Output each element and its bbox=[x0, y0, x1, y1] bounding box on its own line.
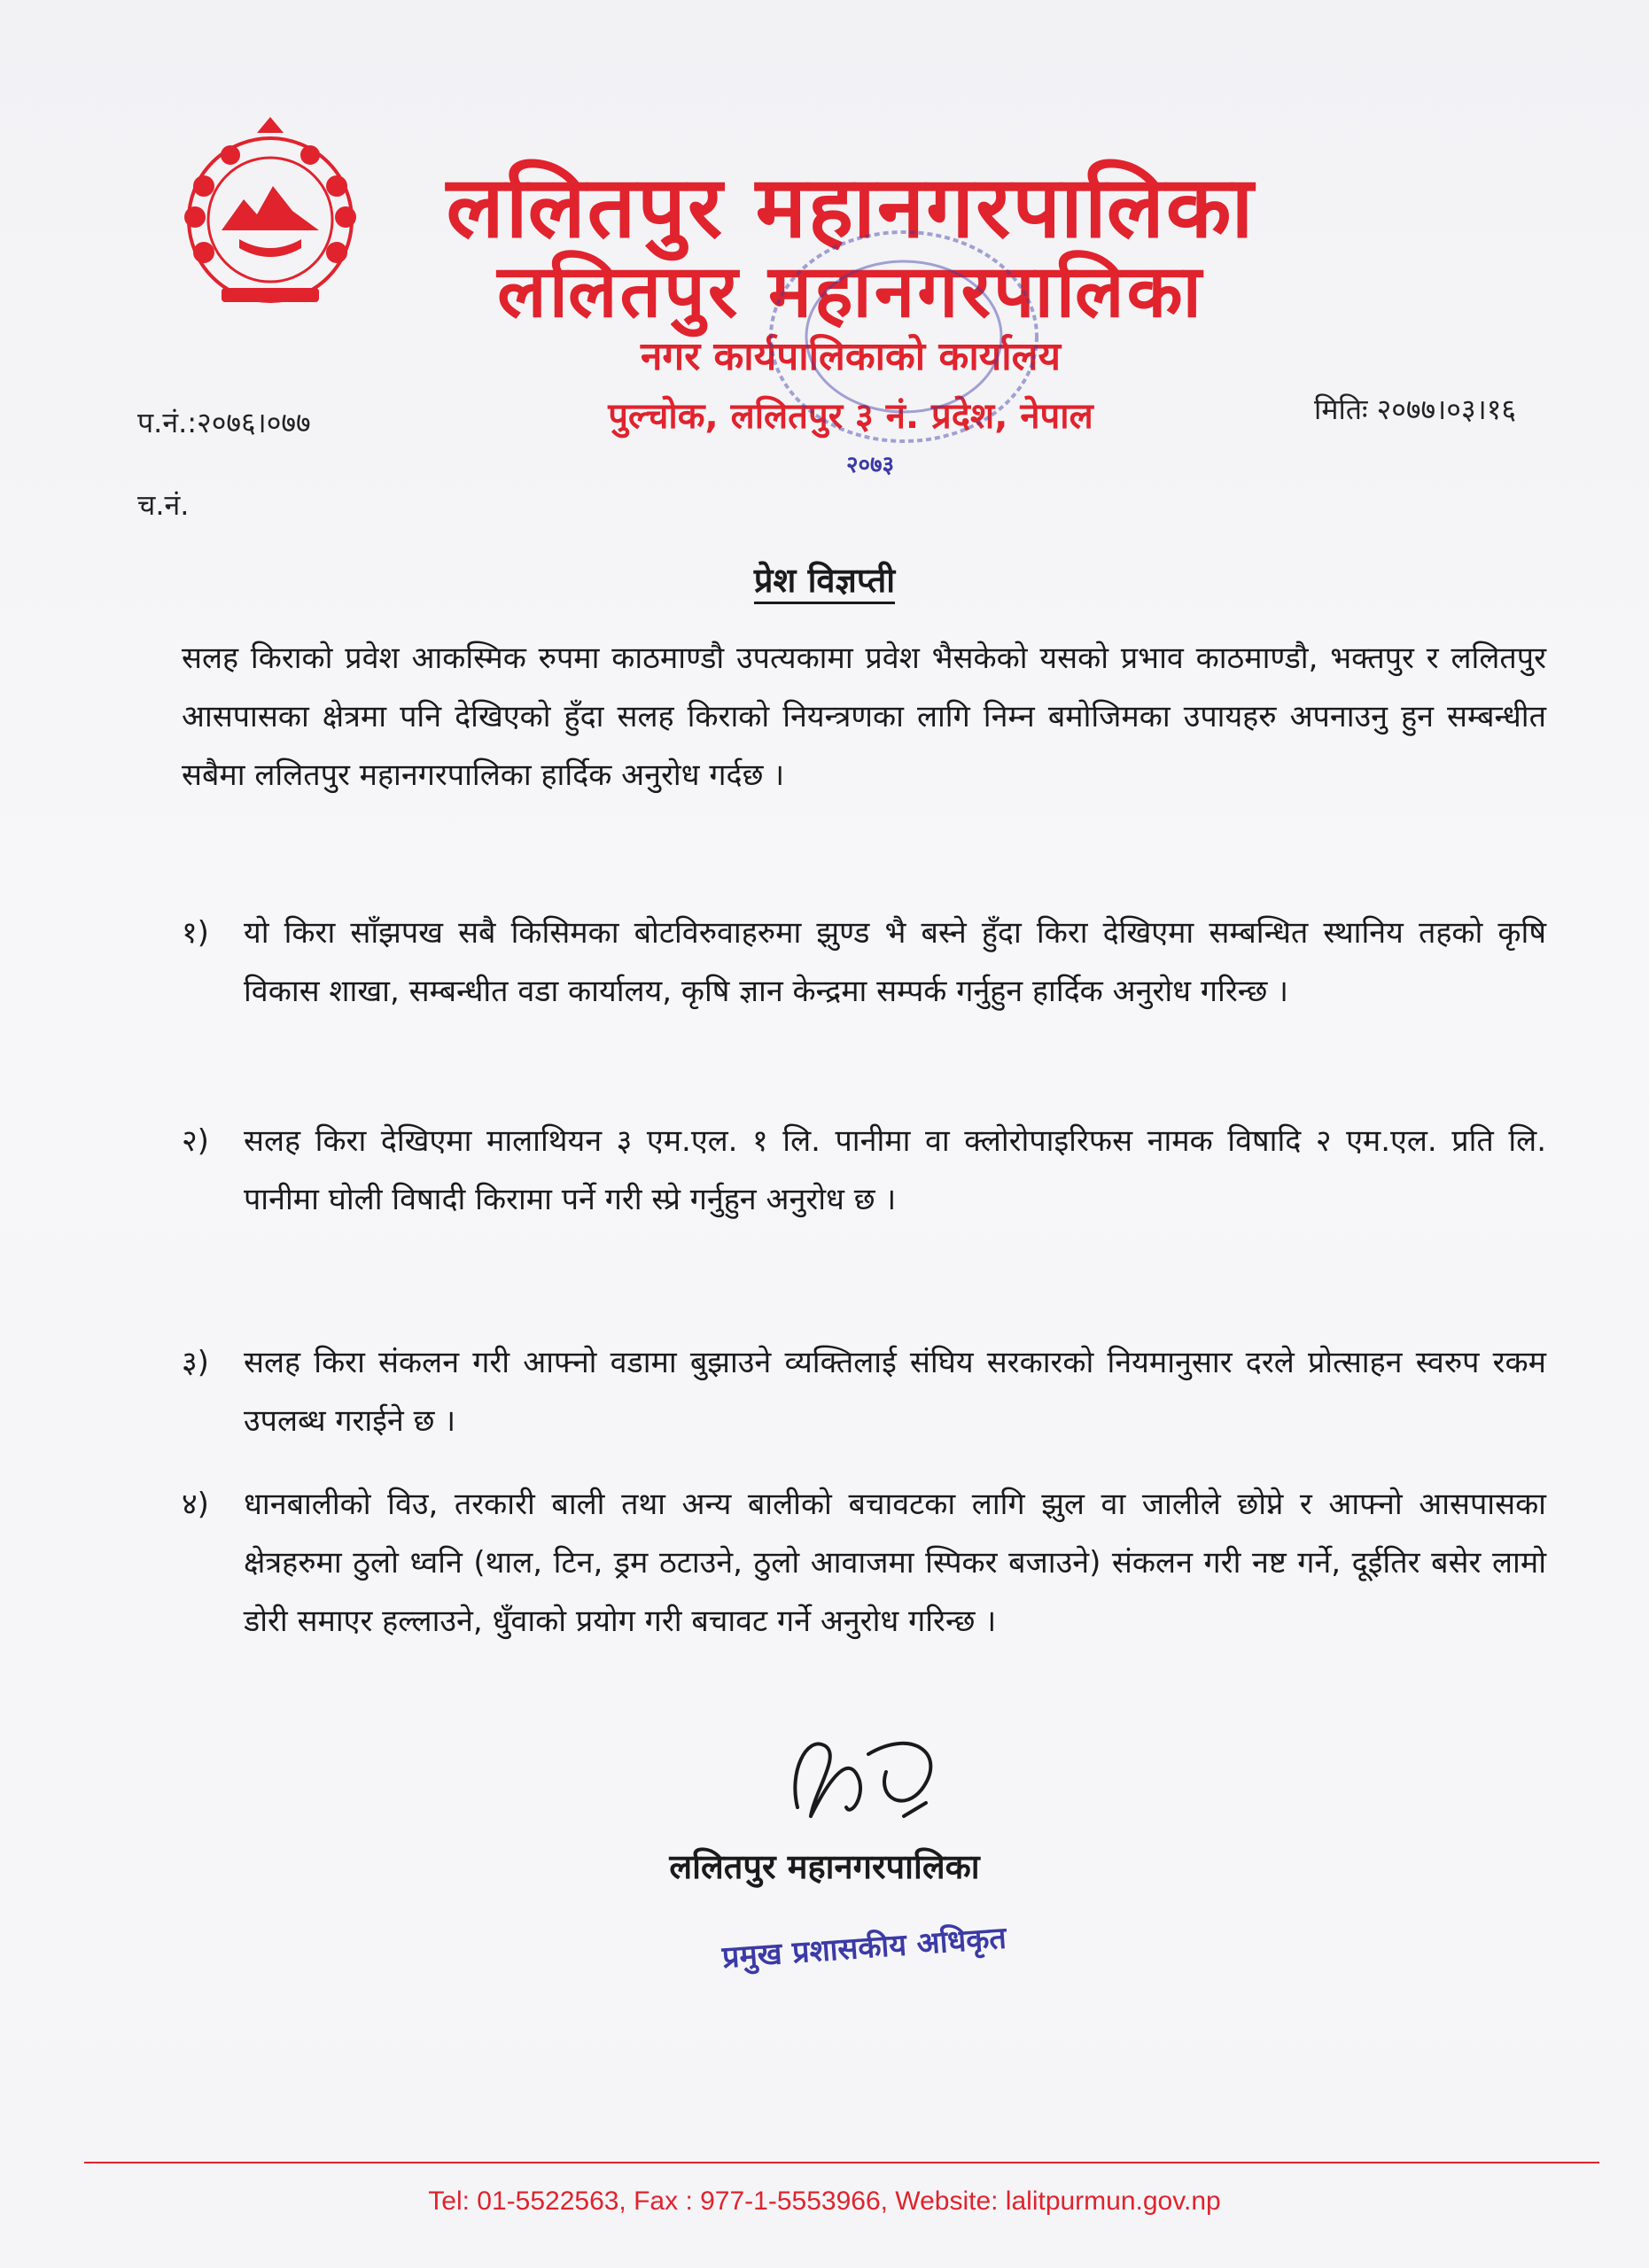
office-stamp bbox=[744, 204, 1063, 470]
list-item bbox=[182, 1112, 1546, 1229]
document-title-text: प्रेश विज्ञप्ती bbox=[754, 561, 895, 604]
list-item-number: ४) bbox=[182, 1487, 209, 1522]
signatory-designation: प्रमुख प्रशासकीय अधिकृत bbox=[720, 1920, 1008, 1976]
intro-paragraph: सलह किराको प्रवेश आकस्मिक रुपमा काठमाण्डौ उपत्यकामा प्रवेश भैसकेको यसको प्रभाव काठमाण्डौ, भक्तपुर र ललितपुर आसपासका क्षेत्रमा पनि देखिएको हुँदा सलह किराको नियन्त्रणका लागि निम्न बमोजिमका उपायहरु अपनाउनु हुन सम्बन्धीत सबैमा ललितपुर महानगरपालिका हार्दिक अनुरोध गर्दछ । bbox=[182, 641, 1546, 793]
document-title bbox=[0, 556, 1649, 602]
letterhead-org-name: ललितपुर महानगरपालिका bbox=[446, 158, 1256, 257]
letter-date: मितिः २०७७।०३।१६ bbox=[1314, 392, 1516, 426]
handwritten-signature bbox=[771, 1719, 966, 1834]
letterhead-org-name-newari: ललितपुर महानगरपालिका bbox=[497, 249, 1204, 334]
reference-number: प.नं.:२०७६।०७७ bbox=[137, 406, 311, 439]
nepal-emblem-logo bbox=[168, 115, 372, 319]
letterhead-address: पुल्चोक, ललितपुर ३ नं. प्रदेश, नेपाल bbox=[608, 396, 1093, 437]
list-item bbox=[182, 904, 1546, 1021]
stamp-year: २०७३ bbox=[846, 452, 895, 478]
list-item-number: ३) bbox=[182, 1345, 209, 1380]
list-item-text: सलह किरा संकलन गरी आफ्नो वडामा बुझाउने व्यक्तिलाई संघिय सरकारको नियमानुसार दरले प्रोत्साहन स्वरुप रकम उपलब्ध गराईने छ । bbox=[244, 1345, 1546, 1439]
signatory-organization: ललितपुर महानगरपालिका bbox=[669, 1847, 980, 1886]
dispatch-number: च.नं. bbox=[137, 488, 190, 522]
list-item bbox=[182, 1475, 1546, 1651]
list-item-text: यो किरा साँझपख सबै किसिमका बोटविरुवाहरुमा झुण्ड भै बस्ने हुँदा किरा देखिएमा सम्बन्धित स्थानिय तहको कृषि विकास शाखा, सम्बन्धीत वडा कार्यालय, कृषि ज्ञान केन्द्रमा सम्पर्क गर्नुहुन हार्दिक अनुरोध गरिन्छ । bbox=[244, 915, 1546, 1009]
list-item bbox=[182, 1333, 1546, 1450]
footer-divider bbox=[84, 2162, 1599, 2163]
list-item-text: सलह किरा देखिएमा मालाथियन ३ एम.एल. १ लि. पानीमा वा क्लोरोपाइरिफस नामक विषादि २ एम.एल. प्रति लि. पानीमा घोली विषादी किरामा पर्ने गरी स्प्रे गर्नुहुन अनुरोध छ । bbox=[244, 1123, 1546, 1217]
footer-contact: Tel: 01-5522563, Fax : 977-1-5553966, Website: lalitpurmun.gov.np bbox=[428, 2186, 1221, 2216]
list-item-number: १) bbox=[182, 915, 209, 951]
letterhead-office: नगर कार्यपालिकाको कार्यालय bbox=[641, 334, 1061, 379]
list-item-text: धानबालीको विउ, तरकारी बाली तथा अन्य बालीको बचावटका लागि झुल वा जालीले छोप्ने र आफ्नो आसपासका क्षेत्रहरुमा ठुलो ध्वनि (थाल, टिन, ड्रम ठटाउने, ठुलो आवाजमा स्पिकर बजाउने) संकलन गरी नष्ट गर्ने, दूईतिर बसेर लामो डोरी समाएर हल्लाउने, धुँवाको प्रयोग गरी बचावट गर्ने अनुरोध गरिन्छ । bbox=[244, 1487, 1546, 1639]
list-item-number: २) bbox=[182, 1123, 209, 1159]
